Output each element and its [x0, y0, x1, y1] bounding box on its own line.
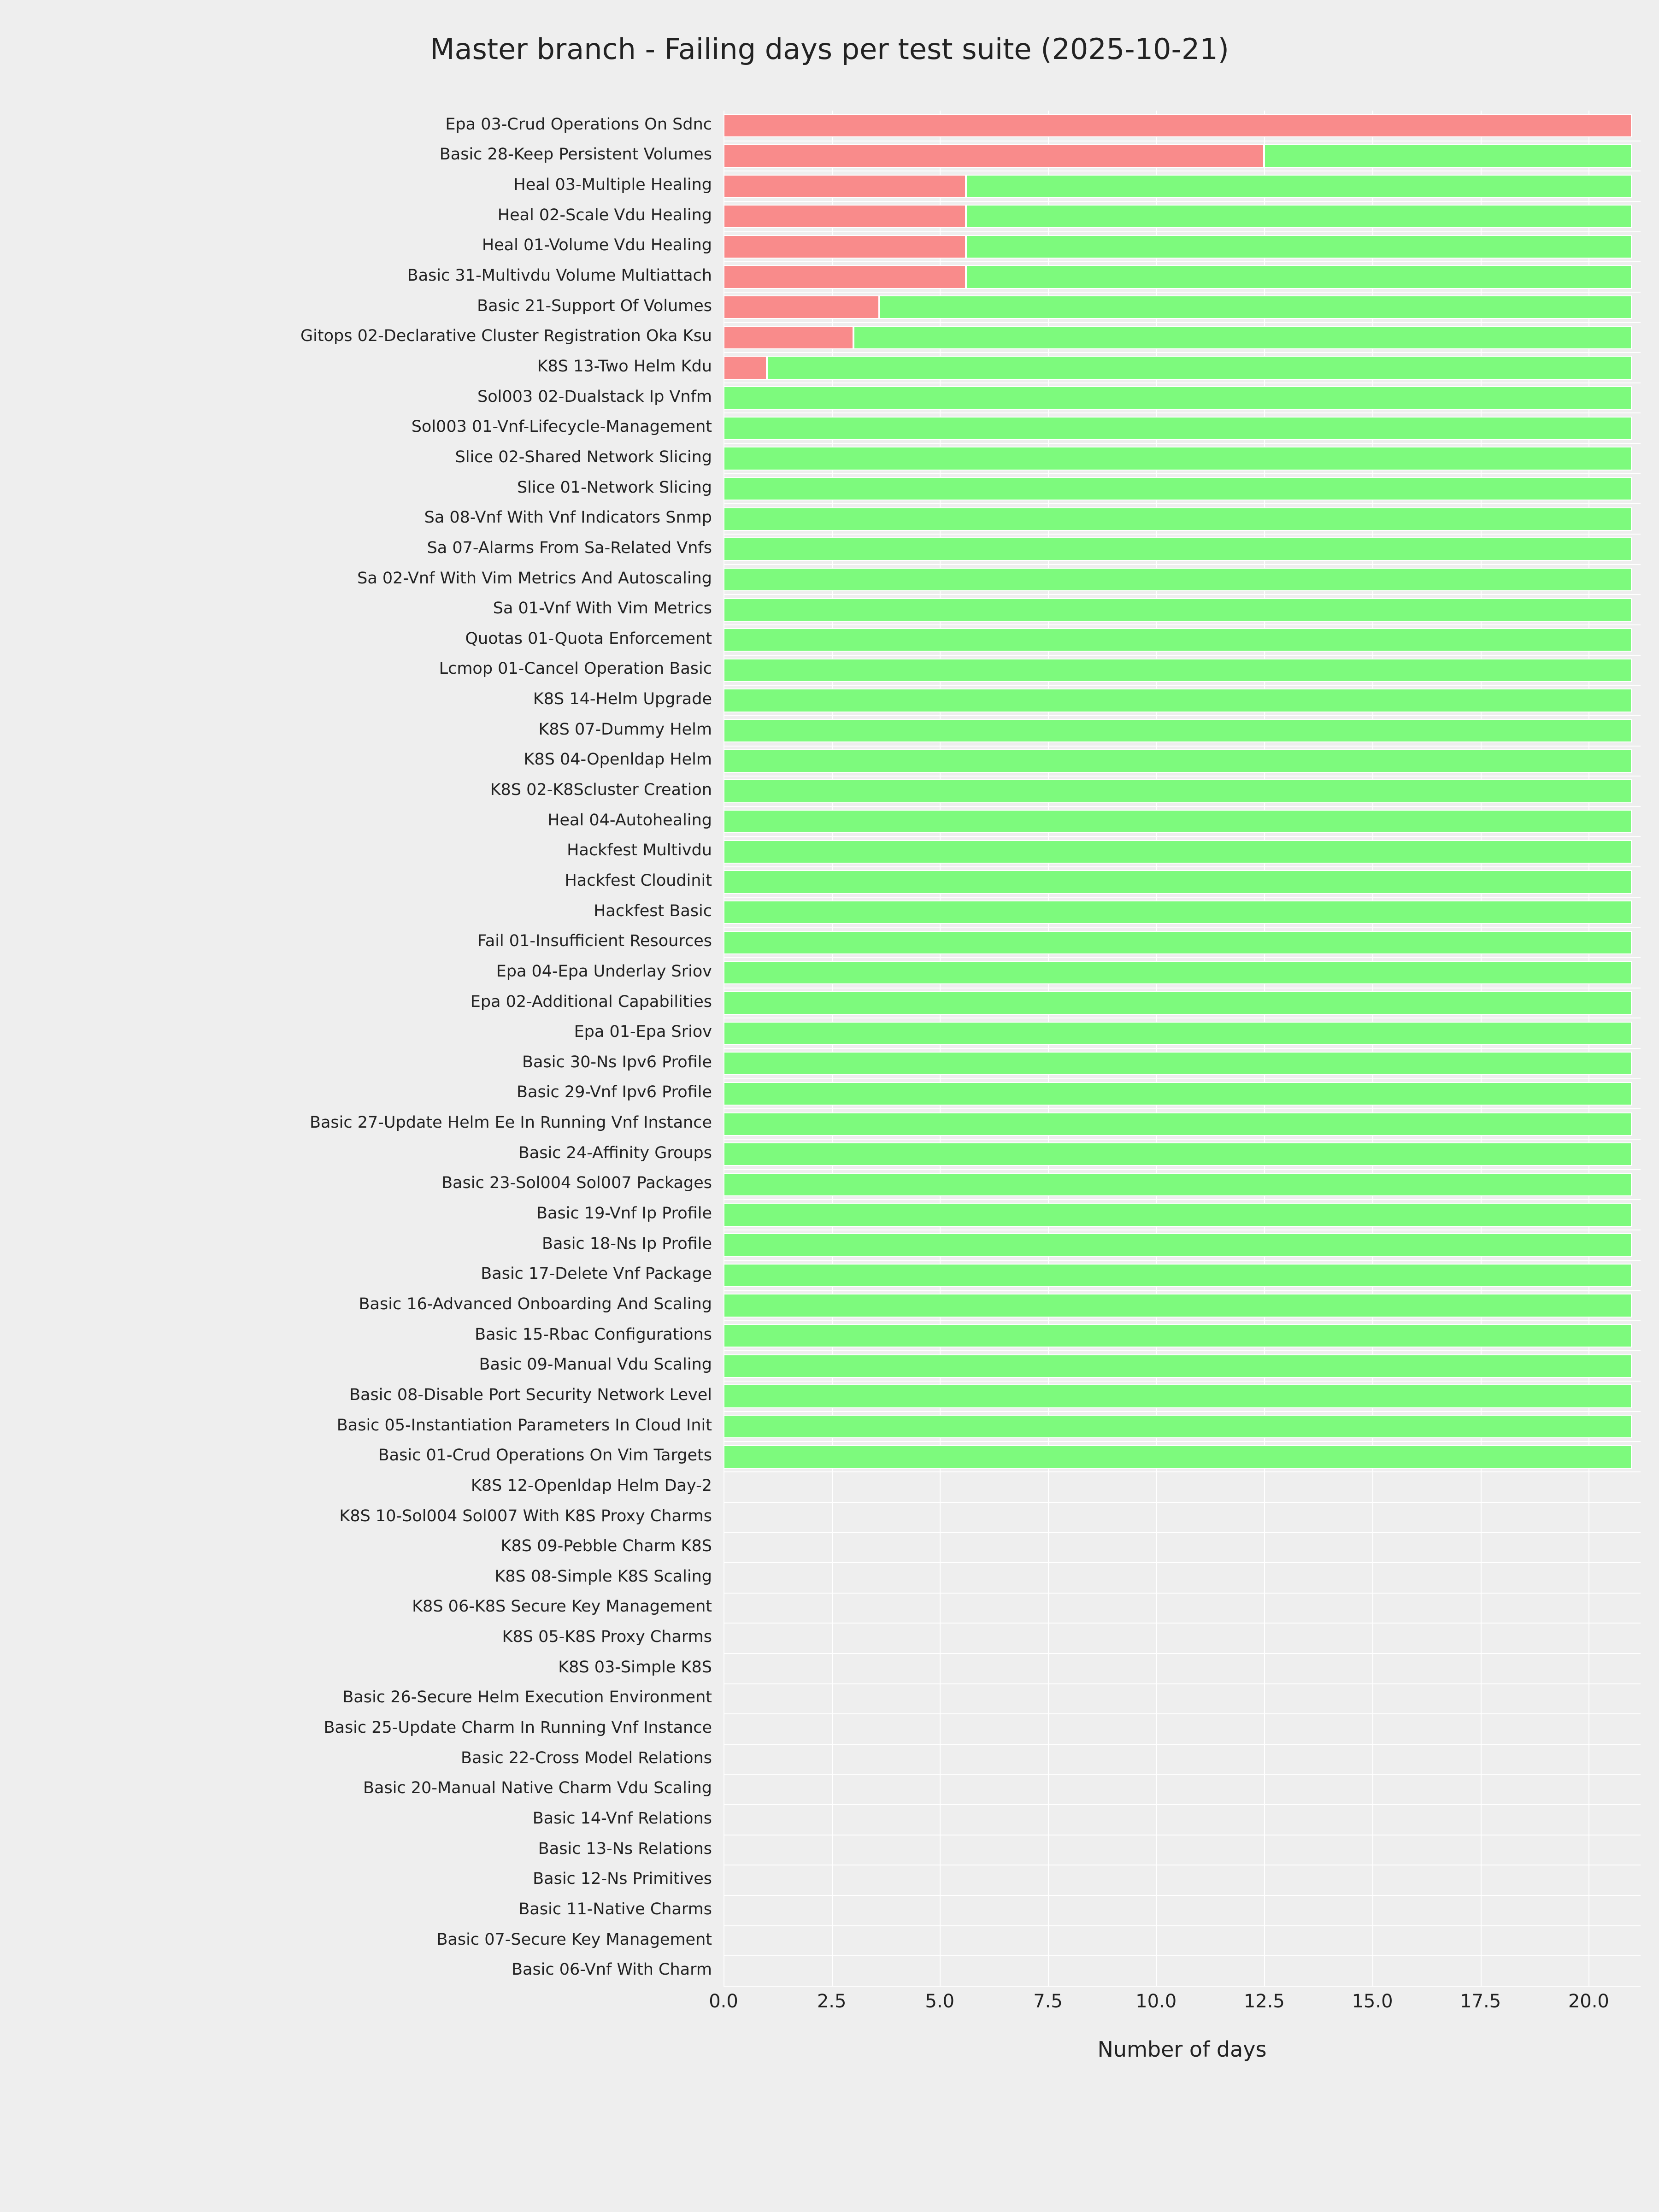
x-axis-tick-label: 5.0 — [925, 1991, 955, 2012]
y-axis-tick-label: Hackfest Cloudinit — [565, 871, 712, 890]
bar-segment-passing — [879, 295, 1632, 319]
bar-row — [724, 175, 1641, 198]
x-axis-tick-label: 15.0 — [1352, 1991, 1393, 2012]
bar-row — [724, 1778, 1641, 1801]
y-axis-tick-label: Basic 14-Vnf Relations — [532, 1809, 712, 1828]
bar-row — [724, 1747, 1641, 1771]
bar-row — [724, 144, 1641, 168]
bar-segment-failing — [724, 205, 966, 228]
y-axis-tick-label: Basic 11-Native Charms — [518, 1900, 712, 1918]
bar-row — [724, 1657, 1641, 1680]
bar-row — [724, 991, 1641, 1015]
bar-row — [724, 1566, 1641, 1589]
bar-row — [724, 659, 1641, 682]
x-axis-tick-label: 2.5 — [817, 1991, 847, 2012]
bar-segment-passing — [724, 1384, 1632, 1408]
y-axis-tick-label: K8S 02-K8Scluster Creation — [490, 781, 712, 800]
bar-segment-passing — [767, 356, 1632, 379]
y-axis-tick-label: K8S 07-Dummy Helm — [538, 720, 712, 739]
y-axis-tick-label: Basic 28-Keep Persistent Volumes — [439, 145, 712, 164]
y-axis-tick-label: Epa 03-Crud Operations On Sdnc — [445, 115, 712, 134]
bar-segment-passing — [724, 688, 1632, 712]
bar-segment-failing — [724, 114, 1632, 137]
bar-row — [724, 1294, 1641, 1317]
y-axis-tick-label: Epa 01-Epa Sriov — [574, 1023, 712, 1041]
bar-row — [724, 1929, 1641, 1953]
bar-row — [724, 235, 1641, 259]
bar-segment-passing — [724, 961, 1632, 984]
bar-segment-passing — [724, 1354, 1632, 1378]
bar-row — [724, 1142, 1641, 1166]
bar-row — [724, 1475, 1641, 1499]
x-axis-title: Number of days — [1097, 2037, 1267, 2062]
bar-row — [724, 1415, 1641, 1438]
bar-row — [724, 417, 1641, 440]
y-axis-tick-label: Heal 01-Volume Vdu Healing — [482, 236, 712, 255]
bar-segment-passing — [724, 1415, 1632, 1438]
bar-row — [724, 326, 1641, 349]
bar-row — [724, 628, 1641, 652]
bar-row — [724, 477, 1641, 500]
y-axis-tick-label: K8S 12-Openldap Helm Day-2 — [471, 1476, 712, 1495]
bar-row — [724, 1173, 1641, 1196]
y-axis-tick-label: K8S 06-K8S Secure Key Management — [412, 1597, 712, 1616]
x-axis-ticks — [709, 1991, 1641, 2023]
y-axis-tick-label: Sa 07-Alarms From Sa-Related Vnfs — [427, 538, 712, 557]
y-axis-tick-label: Basic 09-Manual Vdu Scaling — [479, 1355, 712, 1374]
bar-row — [724, 598, 1641, 622]
bar-row — [724, 1808, 1641, 1831]
bar-segment-failing — [724, 295, 879, 319]
bar-row — [724, 961, 1641, 984]
bar-row — [724, 1022, 1641, 1045]
y-axis-tick-label: Basic 08-Disable Port Security Network Level — [349, 1385, 712, 1404]
y-axis-tick-label: Basic 01-Crud Operations On Vim Targets — [378, 1446, 712, 1465]
y-axis-tick-label: Basic 24-Affinity Groups — [518, 1143, 712, 1162]
bar-row — [724, 537, 1641, 561]
bar-segment-passing — [724, 598, 1632, 622]
bar-rows — [724, 111, 1641, 1986]
y-axis-tick-label: K8S 03-Simple K8S — [558, 1658, 712, 1677]
y-axis-tick-label: Basic 13-Ns Relations — [538, 1839, 712, 1858]
bar-row — [724, 931, 1641, 954]
bar-row — [724, 1869, 1641, 1892]
y-axis-tick-label: Hackfest Multivdu — [567, 841, 712, 860]
bar-segment-passing — [724, 900, 1632, 924]
bar-row — [724, 1324, 1641, 1347]
bar-segment-passing — [724, 749, 1632, 773]
y-axis-tick-label: Heal 03-Multiple Healing — [513, 176, 712, 194]
bar-row — [724, 900, 1641, 924]
bar-row — [724, 1112, 1641, 1136]
y-axis-tick-label: Basic 20-Manual Native Charm Vdu Scaling — [363, 1779, 712, 1798]
bar-segment-passing — [724, 659, 1632, 682]
bar-row — [724, 1354, 1641, 1378]
bar-row — [724, 1838, 1641, 1862]
bar-segment-passing — [724, 1022, 1632, 1045]
x-axis-tick-label: 17.5 — [1460, 1991, 1501, 2012]
y-axis-tick-label: Sa 02-Vnf With Vim Metrics And Autoscaling — [357, 569, 712, 588]
y-axis-tick-label: Basic 31-Multivdu Volume Multiattach — [407, 266, 712, 285]
bar-segment-passing — [724, 1264, 1632, 1287]
bar-segment-failing — [724, 356, 767, 379]
y-axis-tick-label: Basic 07-Secure Key Management — [436, 1930, 712, 1949]
y-axis-tick-label: Heal 04-Autohealing — [547, 811, 712, 830]
bar-row — [724, 1626, 1641, 1650]
y-axis-tick-label: Basic 30-Ns Ipv6 Profile — [522, 1053, 712, 1071]
bar-row — [724, 386, 1641, 410]
bar-segment-passing — [724, 991, 1632, 1015]
bar-row — [724, 1687, 1641, 1711]
bar-row — [724, 870, 1641, 894]
y-axis-tick-label: K8S 14-Helm Upgrade — [533, 690, 712, 709]
y-axis-tick-label: Basic 06-Vnf With Charm — [511, 1960, 712, 1979]
bar-segment-passing — [724, 1445, 1632, 1469]
bar-row — [724, 840, 1641, 864]
bar-segment-passing — [724, 779, 1632, 803]
y-axis-tick-label: Basic 23-Sol004 Sol007 Packages — [441, 1174, 712, 1193]
x-axis-tick-label: 10.0 — [1135, 1991, 1177, 2012]
bar-segment-passing — [724, 417, 1632, 440]
y-axis-tick-label: Basic 16-Advanced Onboarding And Scaling — [359, 1294, 712, 1313]
y-axis-tick-label: Sol003 02-Dualstack Ip Vnfm — [477, 387, 712, 406]
bar-segment-passing — [724, 840, 1632, 864]
bar-row — [724, 1264, 1641, 1287]
bar-segment-passing — [724, 628, 1632, 652]
bar-row — [724, 507, 1641, 531]
bar-row — [724, 1052, 1641, 1075]
bar-row — [724, 1233, 1641, 1257]
y-axis-tick-label: Lcmop 01-Cancel Operation Basic — [439, 659, 712, 678]
bar-segment-passing — [966, 205, 1632, 228]
bar-segment-passing — [966, 265, 1632, 288]
bar-segment-passing — [853, 326, 1632, 349]
bar-row — [724, 1203, 1641, 1226]
bar-segment-passing — [724, 1203, 1632, 1226]
y-axis-tick-label: Basic 21-Support Of Volumes — [477, 296, 712, 315]
y-axis-tick-label: Basic 17-Delete Vnf Package — [481, 1265, 712, 1283]
bar-segment-passing — [724, 1142, 1632, 1166]
bar-row — [724, 1445, 1641, 1469]
bar-segment-passing — [724, 1173, 1632, 1196]
bar-segment-passing — [724, 870, 1632, 894]
y-axis-tick-label: Basic 26-Secure Helm Execution Environment — [342, 1688, 712, 1707]
bar-segment-passing — [724, 1324, 1632, 1347]
x-axis-tick-label: 12.5 — [1243, 1991, 1285, 2012]
y-axis-tick-label: Basic 18-Ns Ip Profile — [542, 1234, 712, 1253]
bar-segment-failing — [724, 235, 966, 259]
bar-segment-passing — [966, 235, 1632, 259]
y-axis-tick-label: K8S 09-Pebble Charm K8S — [500, 1537, 712, 1556]
y-axis-tick-label: Slice 02-Shared Network Slicing — [455, 447, 712, 466]
y-axis-tick-label: Basic 29-Vnf Ipv6 Profile — [517, 1083, 712, 1102]
y-axis-tick-label: Basic 19-Vnf Ip Profile — [536, 1204, 712, 1223]
y-axis-tick-label: Basic 27-Update Helm Ee In Running Vnf Instance — [309, 1113, 712, 1132]
bar-row — [724, 295, 1641, 319]
bar-row — [724, 265, 1641, 288]
y-axis-tick-label: Sa 01-Vnf With Vim Metrics — [493, 599, 712, 618]
y-axis-tick-label: Basic 12-Ns Primitives — [533, 1870, 712, 1888]
bar-segment-passing — [724, 810, 1632, 833]
bar-row — [724, 114, 1641, 137]
bar-row — [724, 1082, 1641, 1106]
y-axis-tick-label: Hackfest Basic — [594, 901, 712, 920]
y-axis-tick-label: Slice 01-Network Slicing — [517, 478, 712, 497]
bar-segment-passing — [724, 1294, 1632, 1317]
bar-row — [724, 688, 1641, 712]
x-axis-tick-label: 7.5 — [1033, 1991, 1063, 2012]
bar-segment-passing — [724, 477, 1632, 500]
bar-row — [724, 810, 1641, 833]
bar-segment-failing — [724, 326, 853, 349]
y-axis-tick-label: Epa 04-Epa Underlay Sriov — [496, 962, 712, 981]
bar-row — [724, 447, 1641, 470]
bar-row — [724, 749, 1641, 773]
bar-segment-passing — [724, 1052, 1632, 1075]
bar-row — [724, 1959, 1641, 1983]
y-axis-tick-label: Fail 01-Insufficient Resources — [477, 932, 712, 951]
bar-segment-failing — [724, 265, 966, 288]
y-axis-tick-label: Sa 08-Vnf With Vnf Indicators Snmp — [424, 508, 712, 527]
bar-segment-passing — [724, 931, 1632, 954]
y-axis-tick-label: Quotas 01-Quota Enforcement — [465, 629, 712, 648]
y-axis-tick-label: Basic 25-Update Charm In Running Vnf Instance — [324, 1718, 712, 1737]
y-axis-labels — [0, 111, 712, 1986]
y-axis-tick-label: Basic 15-Rbac Configurations — [475, 1325, 712, 1344]
y-axis-tick-label: K8S 08-Simple K8S Scaling — [494, 1567, 712, 1586]
bar-segment-passing — [724, 1082, 1632, 1106]
bar-segment-passing — [1264, 144, 1632, 168]
bar-row — [724, 1899, 1641, 1922]
bar-segment-passing — [966, 175, 1632, 198]
plot-area — [724, 111, 1641, 1986]
bar-row — [724, 1536, 1641, 1559]
bar-segment-passing — [724, 447, 1632, 470]
bar-row — [724, 205, 1641, 228]
x-axis-tick-label: 0.0 — [709, 1991, 738, 2012]
bar-segment-passing — [724, 537, 1632, 561]
bar-row — [724, 1506, 1641, 1529]
bar-segment-passing — [724, 507, 1632, 531]
bar-row — [724, 568, 1641, 591]
bar-row — [724, 1717, 1641, 1741]
bar-segment-passing — [724, 1233, 1632, 1257]
y-axis-tick-label: K8S 13-Two Helm Kdu — [537, 357, 712, 376]
bar-row — [724, 1384, 1641, 1408]
bar-row — [724, 1596, 1641, 1620]
y-axis-tick-label: Sol003 01-Vnf-Lifecycle-Management — [411, 418, 712, 436]
bar-segment-failing — [724, 144, 1264, 168]
bar-row — [724, 779, 1641, 803]
y-axis-tick-label: Heal 02-Scale Vdu Healing — [497, 206, 712, 224]
y-axis-tick-label: Epa 02-Additional Capabilities — [470, 992, 712, 1011]
bar-row — [724, 719, 1641, 742]
bar-segment-passing — [724, 386, 1632, 410]
y-axis-tick-label: K8S 04-Openldap Helm — [524, 750, 712, 769]
bar-segment-failing — [724, 175, 966, 198]
y-axis-tick-label: K8S 10-Sol004 Sol007 With K8S Proxy Charms — [339, 1506, 712, 1525]
y-axis-tick-label: Basic 05-Instantiation Parameters In Cloud Init — [336, 1416, 712, 1435]
bar-segment-passing — [724, 719, 1632, 742]
y-axis-tick-label: Gitops 02-Declarative Cluster Registration Oka Ksu — [300, 327, 712, 346]
bar-segment-passing — [724, 568, 1632, 591]
x-axis-tick-label: 20.0 — [1568, 1991, 1609, 2012]
bar-row — [724, 356, 1641, 379]
bar-segment-passing — [724, 1112, 1632, 1136]
y-axis-tick-label: Basic 22-Cross Model Relations — [461, 1748, 712, 1767]
y-axis-tick-label: K8S 05-K8S Proxy Charms — [502, 1628, 712, 1647]
chart-title: Master branch - Failing days per test suite (2025-10-21) — [430, 32, 1229, 66]
